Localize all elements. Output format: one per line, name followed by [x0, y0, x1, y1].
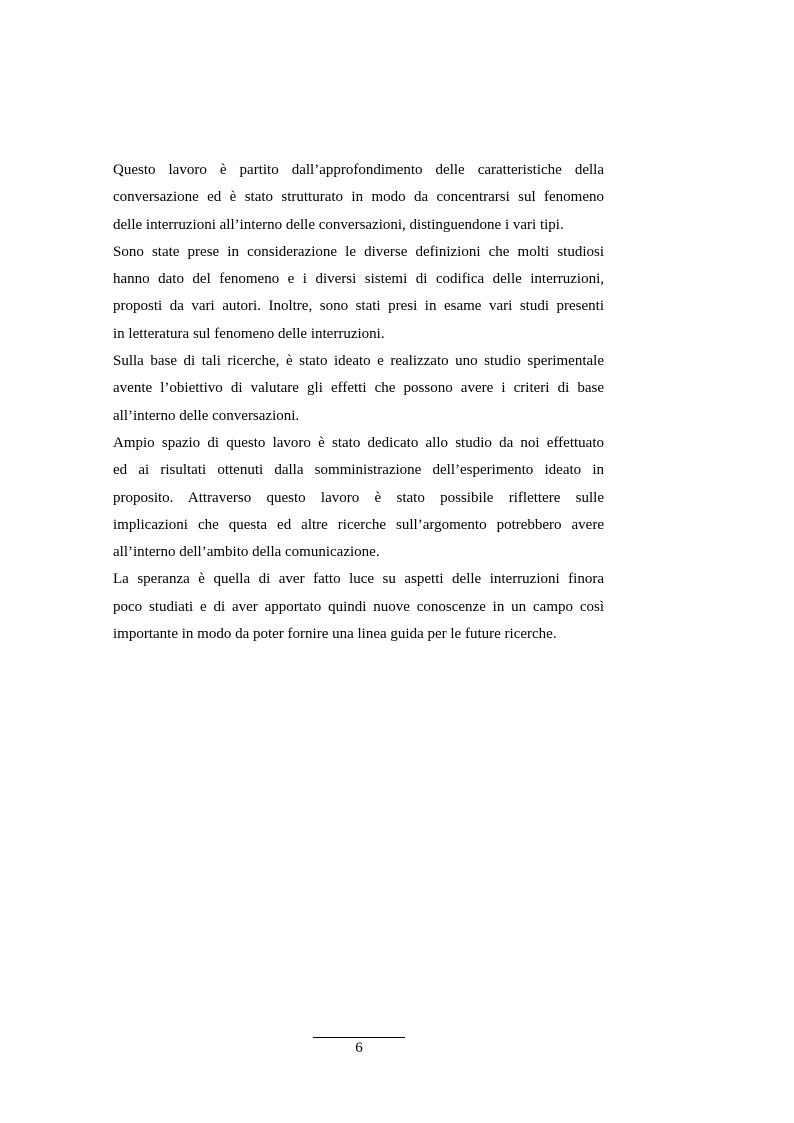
text-line: avente l’obiettivo di valutare gli effetti che possono avere i criteri di base: [113, 380, 604, 397]
paragraph-5: [113, 566, 604, 648]
text-line: all’interno dell’ambito della comunicazione.: [113, 544, 380, 561]
paragraph-3: [113, 348, 604, 430]
paragraph-1: [113, 157, 604, 239]
text-line: hanno dato del fenomeno e i diversi sistemi di codifica delle interruzioni,: [113, 271, 604, 288]
text-line: in letteratura sul fenomeno delle interruzioni.: [113, 325, 385, 342]
paragraph-2: [113, 239, 604, 348]
text-line: conversazione ed è stato strutturato in modo da concentrarsi sul fenomeno: [113, 189, 604, 206]
body-text: [113, 157, 604, 648]
text-line: Questo lavoro è partito dall’approfondimento delle caratteristiche della: [113, 162, 604, 178]
text-line: implicazioni che questa ed altre ricerche sull’argomento potrebbero avere: [113, 516, 604, 533]
page-number: 6: [355, 1040, 363, 1056]
text-line: proposito. Attraverso questo lavoro è stato possibile riflettere sulle: [113, 489, 604, 506]
text-line: delle interruzioni all’interno delle conversazioni, distinguendone i vari tipi.: [113, 216, 564, 233]
text-line: poco studiati e di aver apportato quindi nuove conoscenze in un campo così: [113, 598, 604, 615]
text-line: Sulla base di tali ricerche, è stato ideato e realizzato uno studio sperimentale: [113, 353, 604, 370]
text-line: importante in modo da poter fornire una linea guida per le future ricerche.: [113, 626, 557, 643]
text-line: proposti da vari autori. Inoltre, sono stati presi in esame vari studi presenti: [113, 298, 604, 315]
text-line: Sono state prese in considerazione le diverse definizioni che molti studiosi: [113, 243, 604, 260]
text-line: Ampio spazio di questo lavoro è stato dedicato allo studio da noi effettuato: [113, 434, 604, 451]
text-line: all’interno delle conversazioni.: [113, 407, 300, 424]
text-line: ed ai risultati ottenuti dalla somministrazione dell’esperimento ideato in: [113, 462, 604, 479]
text-line: La speranza è quella di aver fatto luce su aspetti delle interruzioni finora: [113, 571, 604, 588]
footer-divider: [313, 1037, 405, 1038]
paragraph-4: [113, 430, 604, 566]
